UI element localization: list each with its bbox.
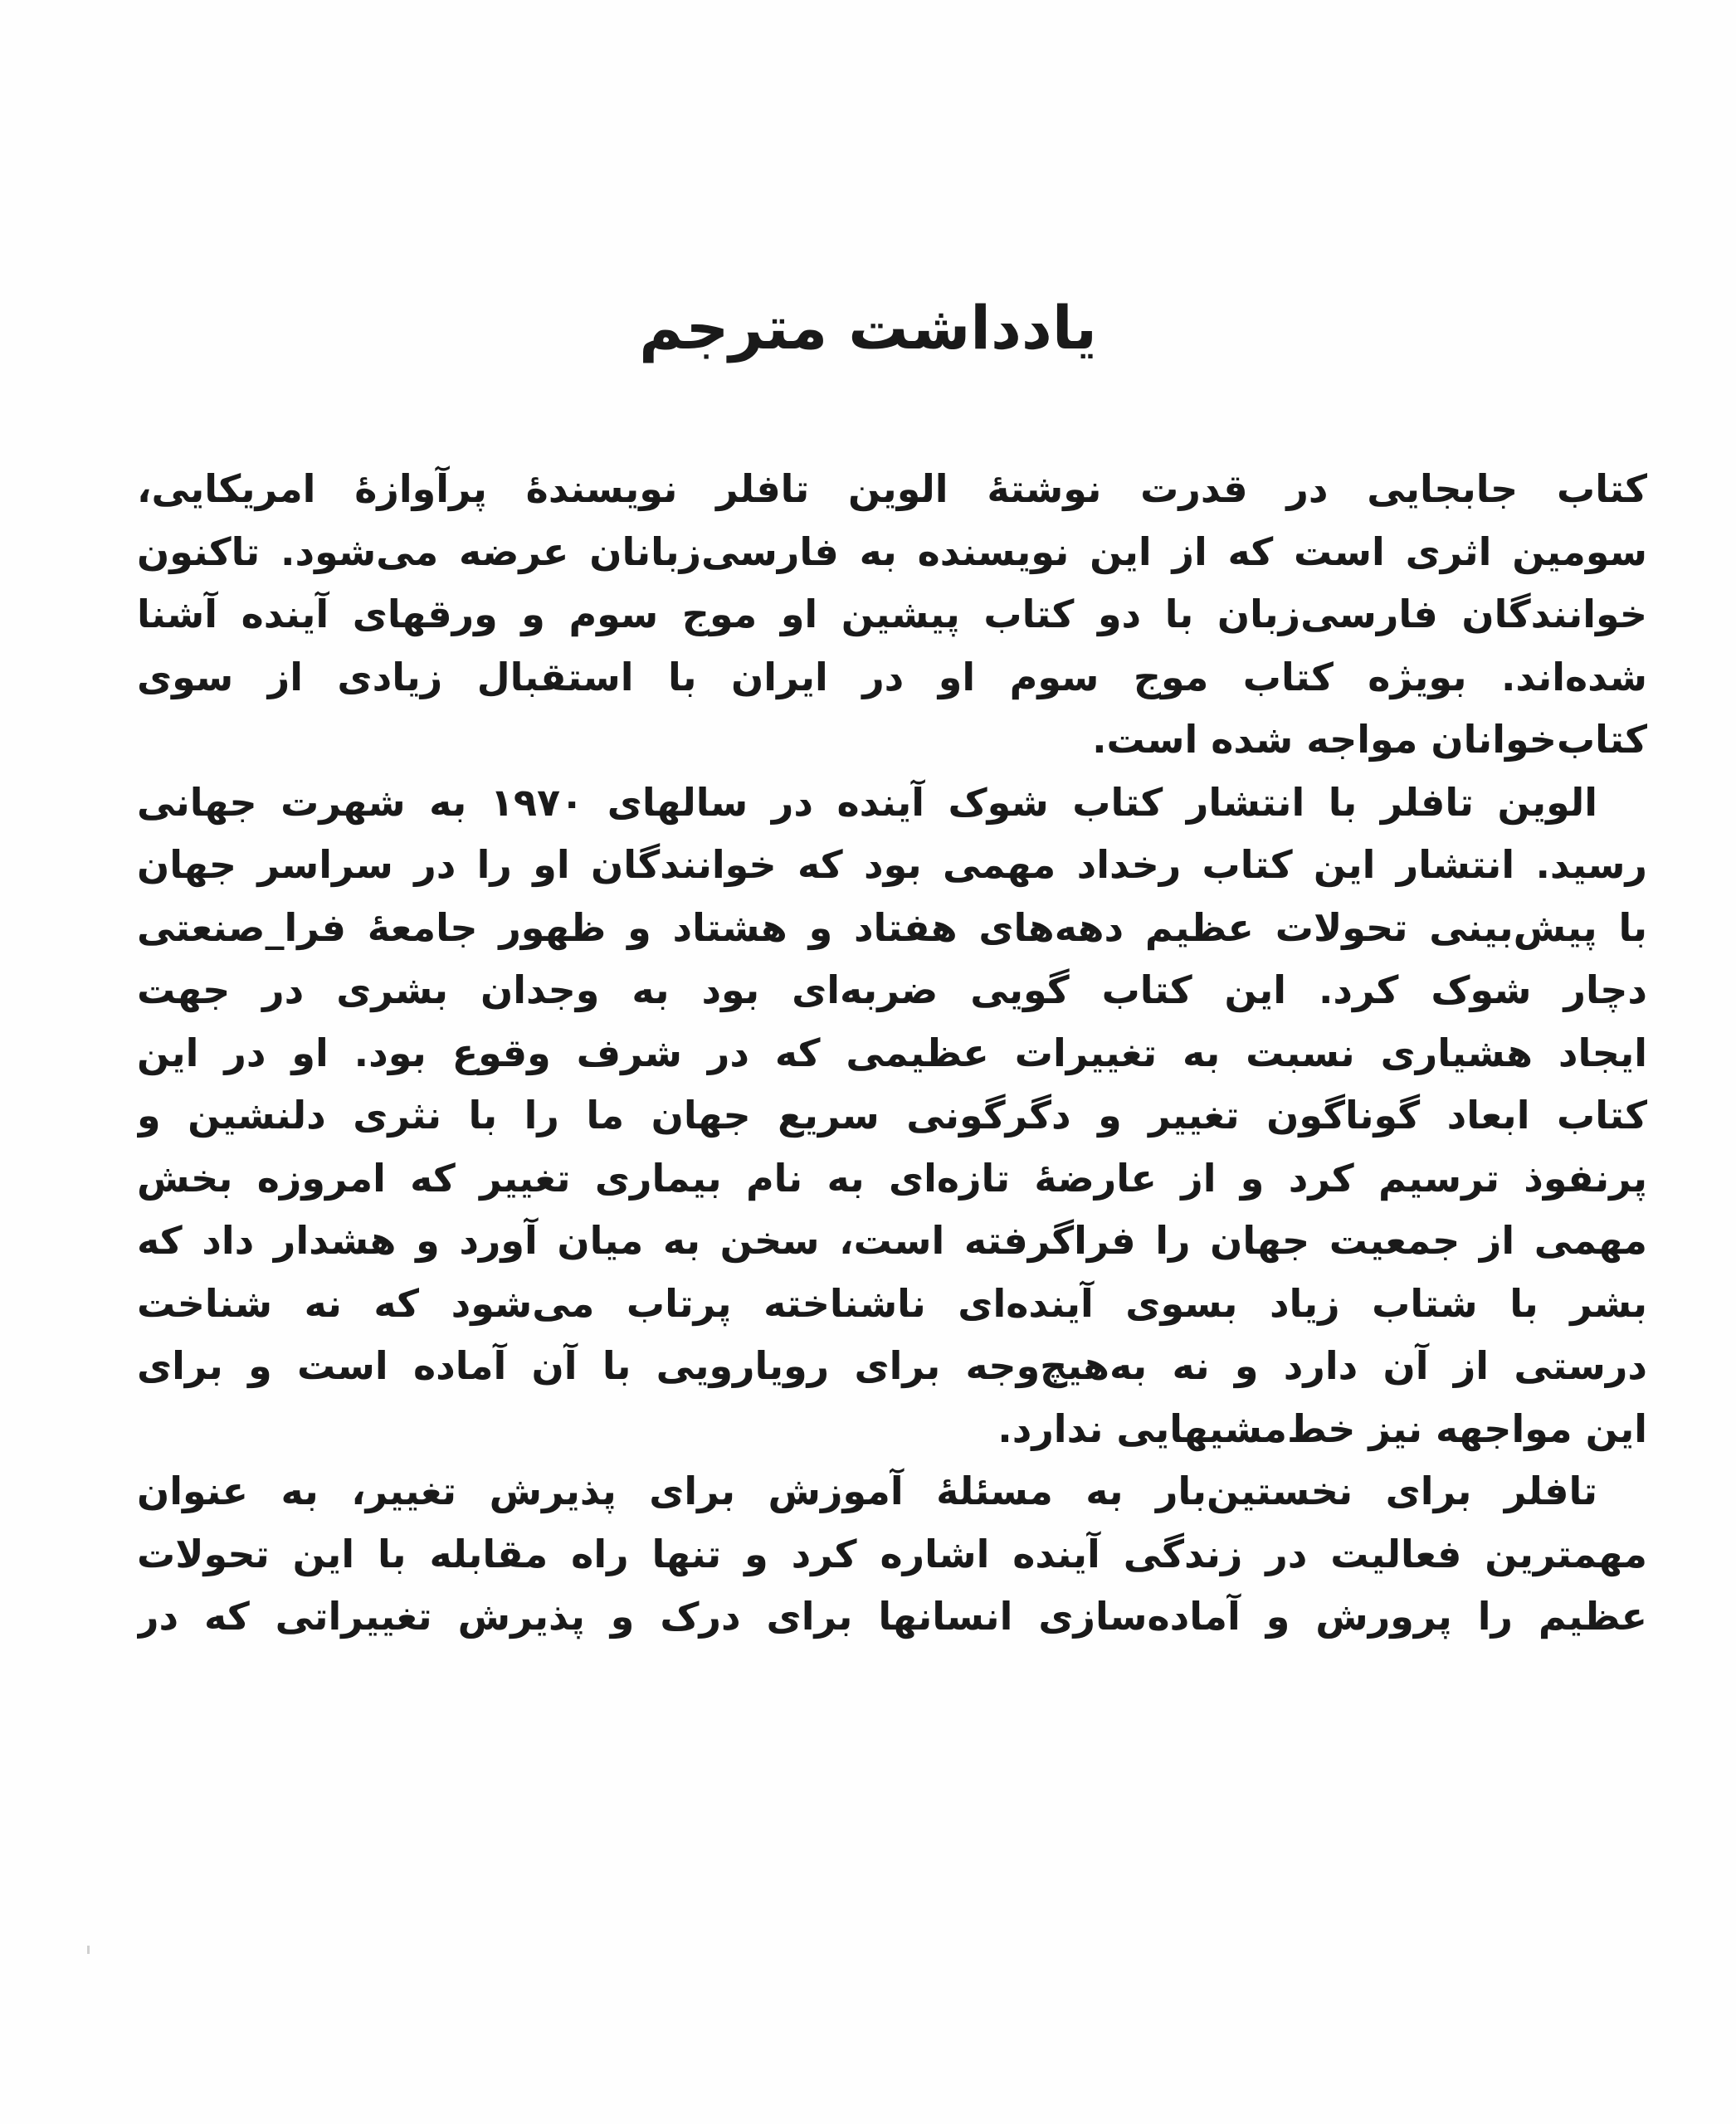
text-line: دچار شوک کرد. این کتاب گویی ضربه‌ای بود به وجدان بشری در جهت bbox=[137, 967, 1647, 1012]
text-line: پرنفوذ ترسیم کرد و از عارضهٔ تازه‌ای به نام بیماری تغییر که امروزه بخش bbox=[137, 1155, 1647, 1201]
text-line: رسید. انتشار این کتاب رخداد مهمی بود که خوانندگان او را در سراسر جهان bbox=[137, 842, 1647, 887]
text-line: مهمترین فعالیت در زندگی آینده اشاره کرد و تنها راه مقابله با این تحولات bbox=[137, 1531, 1647, 1576]
text-line: الوین تافلر با انتشار کتاب شوک آینده در سالهای ۱۹۷۰ به شهرت جهانی bbox=[137, 779, 1598, 825]
text-line: درستی از آن دارد و نه به‌هیچ‌وجه برای رویارویی با آن آماده است و برای bbox=[137, 1343, 1647, 1388]
text-line: کتاب‌خوانان مواجه شده است. bbox=[1092, 717, 1647, 762]
body-text bbox=[137, 458, 1647, 1649]
text-line: کتاب جابجایی در قدرت نوشتهٔ الوین تافلر نویسندهٔ پرآوازهٔ امریکایی، bbox=[137, 466, 1647, 511]
text-line: خوانندگان فارسی‌زبان با دو کتاب پیشین او موج سوم و ورقهای آینده آشنا bbox=[137, 592, 1647, 636]
text-line: مهمی از جمعیت جهان را فراگرفته است، سخن به میان آورد و هشدار داد که bbox=[137, 1218, 1647, 1263]
text-line: این مواجهه نیز خط‌مشیهایی ندارد. bbox=[997, 1405, 1647, 1451]
page-title: یادداشت مترجم bbox=[639, 293, 1097, 363]
text-line: تافلر برای نخستین‌بار به مسئلهٔ آموزش برای پذیرش تغییر، به عنوان bbox=[137, 1469, 1597, 1513]
text-line: کتاب ابعاد گوناگون تغییر و دگرگونی سریع جهان ما را با نثری دلنشین و bbox=[137, 1093, 1647, 1138]
scan-speck bbox=[87, 1946, 90, 1954]
text-line: عظیم را پرورش و آماده‌سازی انسانها برای درک و پذیرش تغییراتی که در bbox=[137, 1594, 1647, 1639]
text-line: با پیش‌بینی تحولات عظیم دهه‌های هفتاد و هشتاد و ظهور جامعهٔ فرا_صنعتی bbox=[137, 904, 1647, 950]
text-line: ایجاد هشیاری نسبت به تغییرات عظیمی که در شرف وقوع بود. او در این bbox=[137, 1030, 1647, 1075]
text-line: شده‌اند. بویژه کتاب موج سوم او در ایران با استقبال زیادی از سوی bbox=[137, 654, 1647, 699]
text-line: سومین اثری است که از این نویسنده به فارسی‌زبانان عرضه می‌شود. تاکنون bbox=[137, 529, 1647, 574]
text-line: بشر با شتاب زیاد بسوی آینده‌ای ناشناخته پرتاب می‌شود که نه شناخت bbox=[137, 1280, 1647, 1326]
